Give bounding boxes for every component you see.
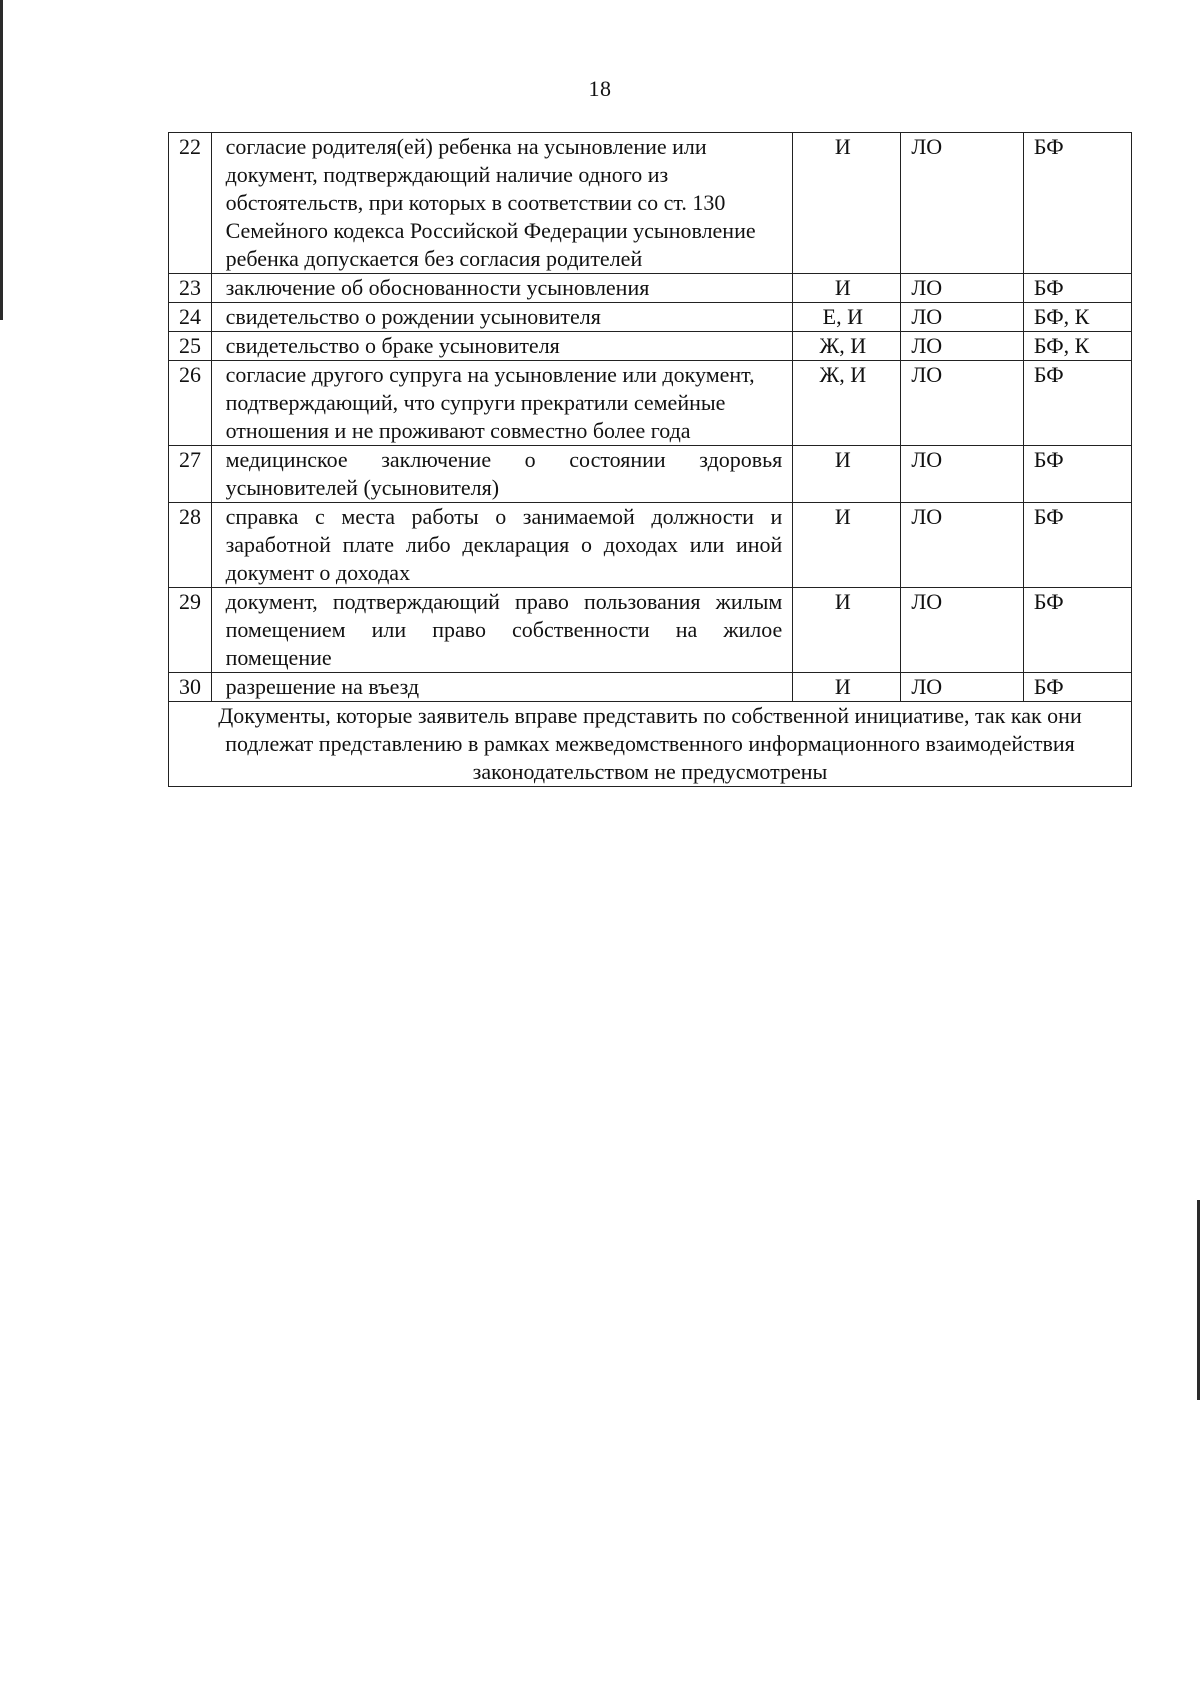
document-type: БФ (1023, 446, 1131, 503)
document-source: Ж, И (793, 332, 901, 361)
table-row (169, 332, 1132, 361)
table-footer (169, 702, 1132, 787)
document-type: БФ, К (1023, 303, 1131, 332)
table-row (169, 503, 1132, 588)
document-name: свидетельство о браке усыновителя (211, 332, 793, 361)
document-source: Ж, И (793, 361, 901, 446)
document-form: ЛО (901, 673, 1024, 702)
document-name: медицинское заключение о состоянии здоровья усыновителей (усыновителя) (211, 446, 793, 503)
document-source: И (793, 274, 901, 303)
table-footer-row (169, 702, 1132, 787)
table-row (169, 274, 1132, 303)
row-number: 29 (169, 588, 212, 673)
table-row (169, 303, 1132, 332)
document-name: разрешение на въезд (211, 673, 793, 702)
row-number: 25 (169, 332, 212, 361)
table-row (169, 133, 1132, 274)
page-number: 18 (588, 76, 612, 101)
document-name: справка с места работы о занимаемой должности и заработной плате либо декларация о доходах или иной документ о доходах (211, 503, 793, 588)
document-type: БФ (1023, 361, 1131, 446)
scan-edge-left (0, 0, 3, 320)
documents-table (168, 132, 1132, 787)
row-number: 26 (169, 361, 212, 446)
document-type: БФ (1023, 673, 1131, 702)
row-number: 30 (169, 673, 212, 702)
table-row (169, 673, 1132, 702)
document-name: заключение об обоснованности усыновления (211, 274, 793, 303)
row-number: 27 (169, 446, 212, 503)
document-form: ЛО (901, 503, 1024, 588)
document-type: БФ (1023, 274, 1131, 303)
table-row (169, 446, 1132, 503)
document-type: БФ, К (1023, 332, 1131, 361)
document-source: И (793, 133, 901, 274)
document-form: ЛО (901, 133, 1024, 274)
document-type: БФ (1023, 133, 1131, 274)
document-name: согласие родителя(ей) ребенка на усыновление или документ, подтверждающий наличие одного из обстоятельств, при которых в соответствии со ст. 130 Семейного кодекса Российской Федерации усыновление ребенка допускается без согласия родителей (211, 133, 793, 274)
footer-note: законодательством не предусмотрены (472, 759, 828, 784)
document-name: документ, подтверждающий право пользования жилым помещением или право собственности на жилое помещение (211, 588, 793, 673)
document-form: ЛО (901, 274, 1024, 303)
document-source: Е, И (793, 303, 901, 332)
document-form: ЛО (901, 361, 1024, 446)
row-number: 23 (169, 274, 212, 303)
document-source: И (793, 446, 901, 503)
table-row (169, 588, 1132, 673)
document-form: ЛО (901, 303, 1024, 332)
document-name: согласие другого супруга на усыновление или документ, подтверждающий, что супруги прекратили семейные отношения и не проживают совместно более года (211, 361, 793, 446)
document-type: БФ (1023, 503, 1131, 588)
row-number: 28 (169, 503, 212, 588)
table-row (169, 361, 1132, 446)
document-form: ЛО (901, 446, 1024, 503)
document-source: И (793, 588, 901, 673)
document-form: ЛО (901, 332, 1024, 361)
row-number: 24 (169, 303, 212, 332)
document-type: БФ (1023, 588, 1131, 673)
document-source: И (793, 503, 901, 588)
document-form: ЛО (901, 588, 1024, 673)
document-name: свидетельство о рождении усыновителя (211, 303, 793, 332)
footer-heading: Документы, которые заявитель вправе представить по собственной инициативе, так как они подлежат представлению в рамках межведомственного информационного взаимодействия (218, 703, 1082, 756)
document-source: И (793, 673, 901, 702)
row-number: 22 (169, 133, 212, 274)
